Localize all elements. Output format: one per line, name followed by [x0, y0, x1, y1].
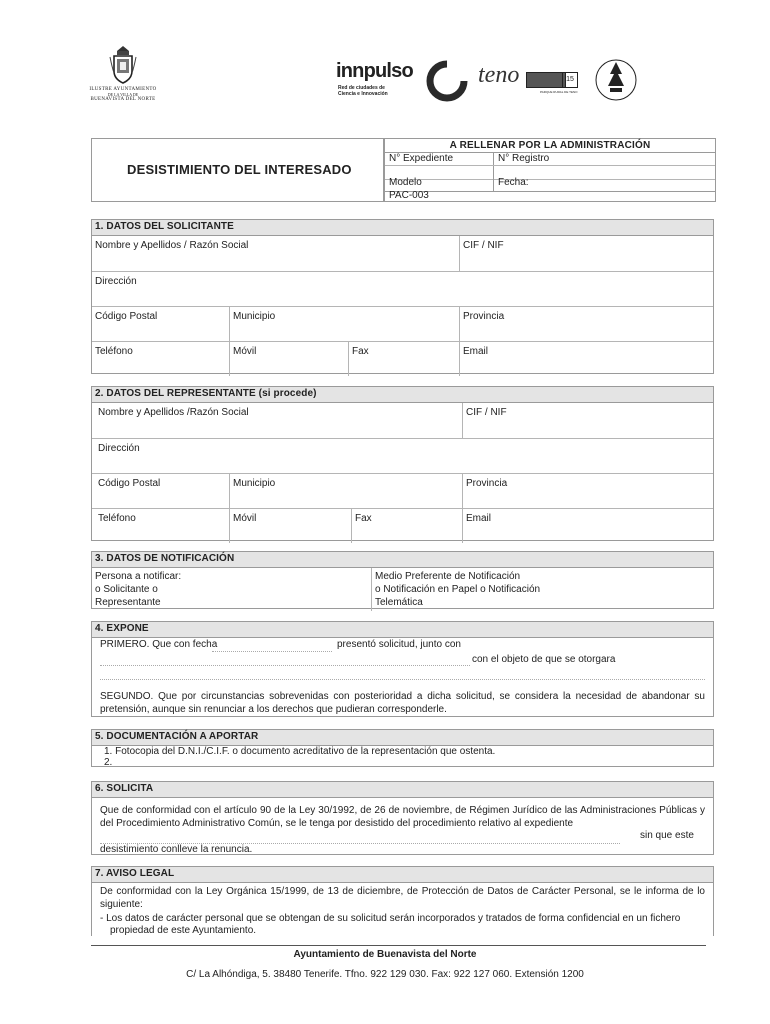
admin-fecha-label: Fecha:	[498, 177, 529, 188]
section-title: 6. SOLICITA	[92, 782, 713, 798]
persona-option[interactable]: o Solicitante o	[95, 584, 158, 595]
footer-title: Ayuntamiento de Buenavista del Norte	[293, 949, 477, 960]
field-email-solicitante[interactable]: Email	[459, 342, 713, 376]
field-objeto[interactable]	[100, 678, 705, 680]
section-notificacion	[91, 551, 714, 609]
section-title: 2. DATOS DEL REPRESENTANTE (si procede)	[92, 387, 713, 403]
field-telefono-solicitante[interactable]: Teléfono	[95, 346, 133, 357]
section-title: 3. DATOS DE NOTIFICACIÓN	[92, 552, 713, 568]
admin-registro-label: N° Registro	[498, 153, 550, 164]
section-representante	[91, 386, 714, 541]
admin-model-code: PAC-003	[389, 190, 429, 201]
section-title: 7. AVISO LEGAL	[92, 867, 713, 883]
footer-rule	[91, 945, 706, 946]
persona-notificar: Persona a notificar: o Solicitante o Representante	[92, 568, 371, 611]
field-direccion-representante[interactable]: Dirección	[98, 443, 140, 454]
medio-option[interactable]: o Notificación en Papel o Notificación	[375, 584, 541, 595]
innpulso-logo: innpulso Red de ciudades de Ciencia e Innovación	[336, 60, 468, 104]
field-municipio-solicitante[interactable]: Municipio	[229, 307, 459, 341]
aviso-bullet: - Los datos de carácter personal que se obtengan de su solicitud serán incorporados y tratados de forma confidencial en un fichero	[100, 913, 681, 924]
primero-text: PRIMERO. Que con fecha	[100, 639, 218, 650]
field-cif-solicitante[interactable]: CIF / NIF	[459, 236, 713, 271]
field-cif-representante[interactable]: CIF / NIF	[462, 403, 713, 438]
field-email-representante[interactable]: Email	[462, 509, 713, 543]
cabildo-logo	[592, 54, 640, 106]
field-fax-solicitante[interactable]: Fax	[348, 342, 459, 376]
field-documentacion[interactable]	[100, 664, 470, 666]
admin-modelo-label: Modelo	[389, 177, 422, 188]
admin-box	[384, 138, 716, 202]
field-nombre-representante[interactable]: Nombre y Apellidos /Razón Social	[98, 407, 249, 418]
aviso-text: De conformidad con la Ley Orgánica 15/1999, de 13 de diciembre, de Protección de Datos de Carácter Personal, se le informa de lo siguiente:	[100, 886, 705, 910]
field-fax-representante[interactable]: Fax	[351, 509, 462, 543]
coat-of-arms-icon	[108, 45, 138, 85]
field-provincia-representante[interactable]: Provincia	[462, 474, 713, 508]
teno-logo: teno 15 PARQUE RURAL DE TENO	[478, 62, 578, 94]
segundo-text: SEGUNDO. Que por circunstancias sobrevenidas con posterioridad a dicha solicitud, se considera la necesidad de abandonar su pretensión, aunque sin renunciar a los derechos que pudieran corresponderle.	[100, 691, 705, 715]
section-title: 4. EXPONE	[92, 622, 713, 638]
section-title: 1. DATOS DEL SOLICITANTE	[92, 220, 713, 236]
footer-address: C/ La Alhóndiga, 5. 38480 Tenerife. Tfno. 922 129 030. Fax: 922 127 060. Extensión 1200	[186, 969, 584, 980]
cabildo-emblem-icon	[592, 54, 640, 106]
field-cp-solicitante[interactable]: Código Postal	[95, 311, 158, 322]
section-solicita: 6. SOLICITA Que de conformidad con el artículo 90 de la Ley 30/1992, de 26 de noviembre, de Régimen Jurídico de las Administraciones Públicas y del Procedimiento Administrativo Común, se le tenga por desistido del procedimiento relativo al expediente sin que este desistimiento conlleve la renuncia.	[91, 781, 714, 855]
title-box	[91, 138, 384, 202]
doc-item-2[interactable]: 2.	[104, 757, 113, 768]
field-nombre-solicitante[interactable]: Nombre y Apellidos / Razón Social	[95, 240, 249, 251]
doc-item-1: 1. Fotocopia del D.N.I./C.I.F. o documento acreditativo de la representación que ostenta.	[104, 746, 496, 757]
field-fecha-solicitud[interactable]	[212, 650, 332, 652]
form-title: DESISTIMIENTO DEL INTERESADO	[127, 162, 352, 177]
section-aviso-legal: 7. AVISO LEGAL De conformidad con la Ley Orgánica 15/1999, de 13 de diciembre, de Protección de Datos de Carácter Personal, se le informa de lo siguiente: - Los datos de carácter personal que se obtengan de su solicitud serán incorporados y tratados de forma confidencial en un fichero propiedad de este Ayuntamiento.	[91, 866, 714, 936]
field-cp-representante[interactable]: Código Postal	[98, 478, 161, 489]
section-documentacion	[91, 729, 714, 767]
teno-blocks	[526, 72, 566, 88]
section-expone: 4. EXPONE PRIMERO. Que con fecha presentó solicitud, junto con con el objeto de que se otorgara SEGUNDO. Que por circunstancias sobrevenidas con posterioridad a dicha solicitud, se considera la necesidad de abandonar su pretensión, aunque sin renunciar a los derechos que pudieran corresponderle.	[91, 621, 714, 717]
field-direccion-solicitante[interactable]: Dirección	[95, 276, 137, 287]
section-solicitante	[91, 219, 714, 374]
solicita-text: Que de conformidad con el artículo 90 de la Ley 30/1992, de 26 de noviembre, de Régimen Jurídico de las Administraciones Públicas y del Procedimiento Administrativo Común, se le tenga por desistido del procedimiento relativo al expediente	[100, 805, 705, 829]
field-municipio-representante[interactable]: Municipio	[229, 474, 462, 508]
section-title: 5. DOCUMENTACIÓN A APORTAR	[92, 730, 713, 746]
innpulso-swirl-icon	[426, 60, 468, 102]
field-provincia-solicitante[interactable]: Provincia	[459, 307, 713, 341]
field-movil-representante[interactable]: Móvil	[229, 509, 351, 543]
medio-notificacion: Medio Preferente de Notificación o Notificación en Papel o Notificación Telemática	[371, 568, 713, 611]
field-telefono-representante[interactable]: Teléfono	[98, 513, 136, 524]
admin-heading: A RELLENAR POR LA ADMINISTRACIÓN	[449, 140, 651, 151]
admin-expediente-label: N° Expediente	[389, 153, 454, 164]
field-movil-solicitante[interactable]: Móvil	[229, 342, 348, 376]
municipality-logo: ILUSTRE AYUNTAMIENTO DE LA VILLA DE BUENAVISTA DEL NORTE	[78, 45, 168, 105]
